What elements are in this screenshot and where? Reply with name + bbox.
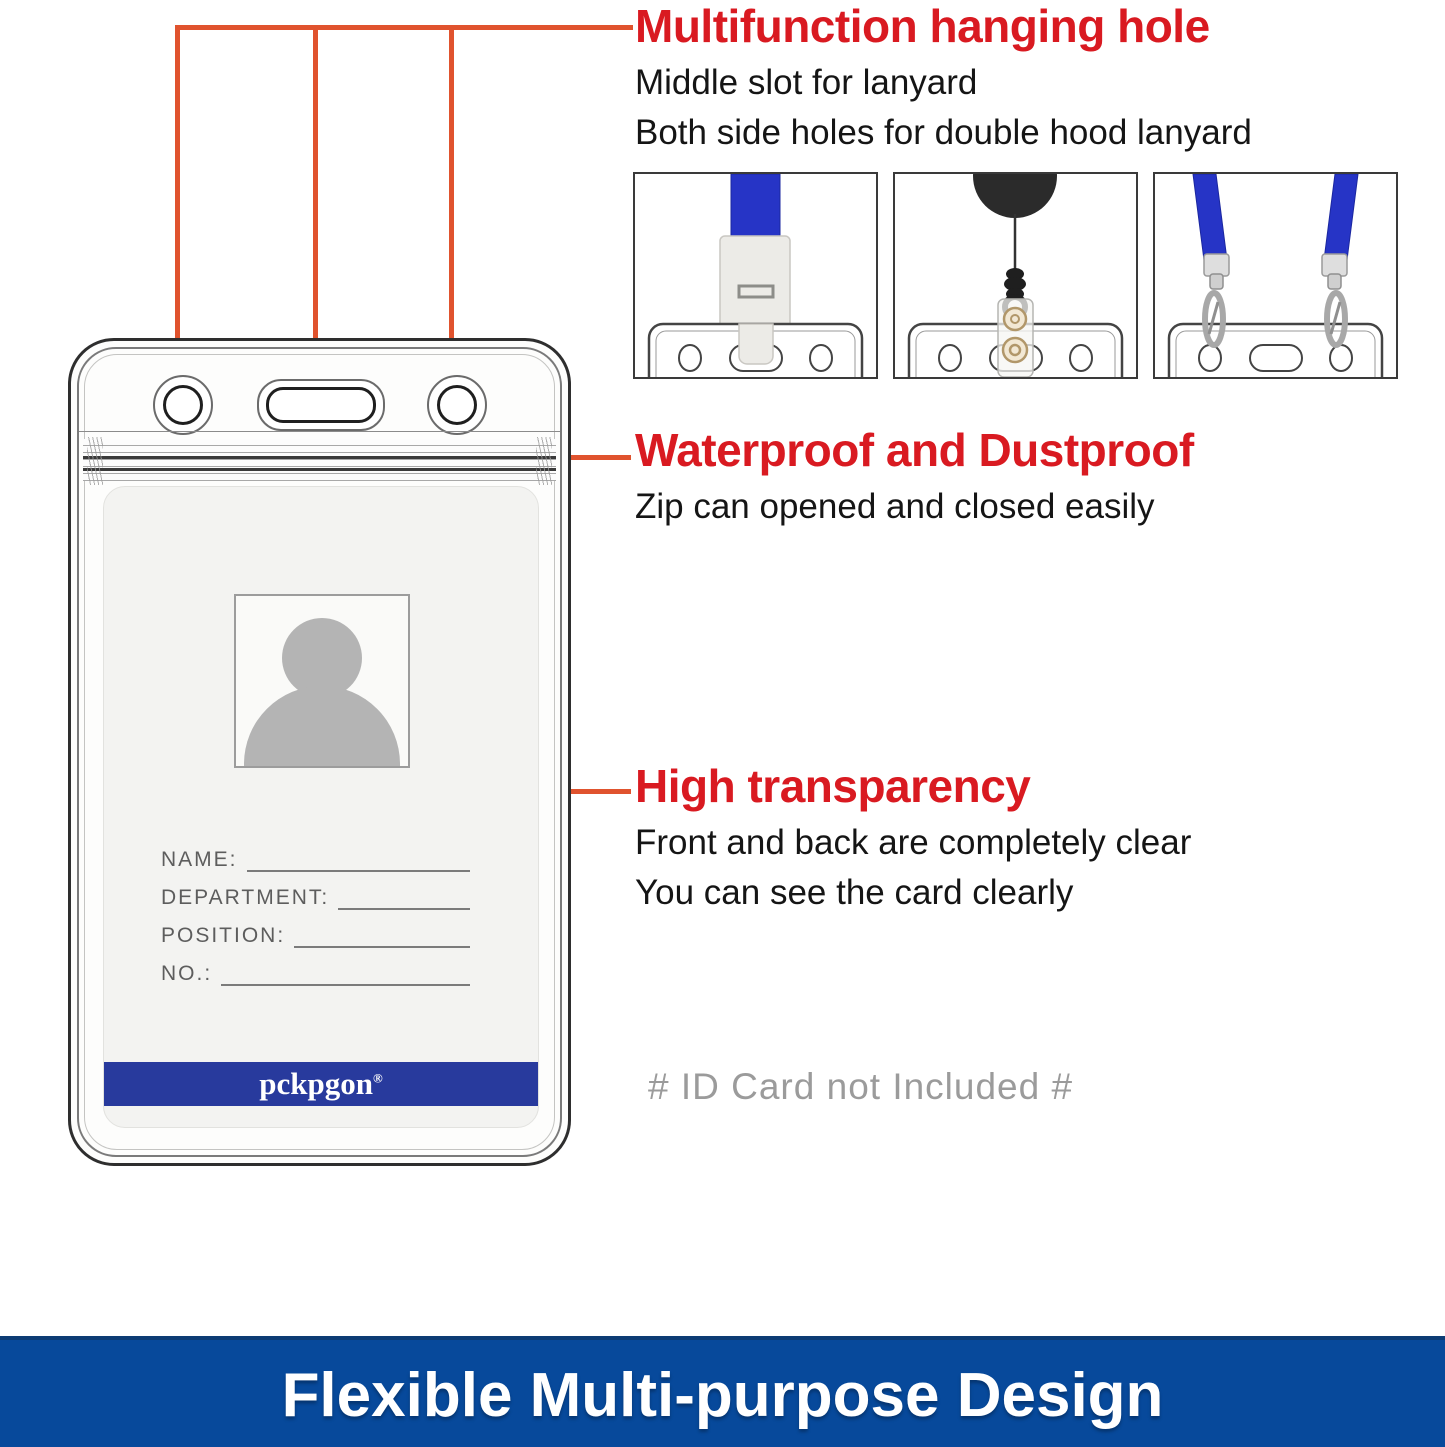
- badge-holder-illustration: [68, 338, 571, 1166]
- badge-reel-illustration: [895, 174, 1136, 377]
- field-row-position: [161, 921, 470, 948]
- field-row-name: [161, 845, 470, 872]
- callout-hanging-hole: [635, 0, 1252, 158]
- id-card-not-included-note: # ID Card not Included #: [648, 1066, 1074, 1107]
- left-hanging-hole-rim: [163, 385, 203, 425]
- zip-crinkle-left: [87, 437, 103, 485]
- right-hanging-hole-rim: [437, 385, 477, 425]
- callout-waterproof: [635, 424, 1194, 532]
- zip-seal: [83, 439, 556, 481]
- hanging-hole-title: Multifunction hanging hole: [635, 0, 1210, 52]
- photo-badge-reel: [893, 172, 1138, 379]
- bottom-banner: [0, 1336, 1445, 1447]
- field-row-no: [161, 959, 470, 986]
- usage-photos-row: [633, 172, 1398, 379]
- id-card: [103, 486, 539, 1128]
- field-label-no: NO.:: [161, 962, 213, 985]
- field-label-name: NAME:: [161, 848, 238, 871]
- middle-lanyard-slot-rim: [266, 387, 376, 423]
- field-label-department: DEPARTMENT:: [161, 886, 330, 909]
- transparency-title: High transparency: [635, 760, 1031, 812]
- field-row-department: [161, 883, 470, 910]
- photo-middle-slot-lanyard: [633, 172, 878, 379]
- callout-line-top-horizontal: [175, 25, 633, 30]
- registered-mark: ®: [373, 1070, 383, 1086]
- lanyard-clip-illustration: [635, 174, 876, 377]
- brand-stripe: [104, 1062, 538, 1106]
- banner-title: Flexible Multi-purpose Design: [281, 1361, 1164, 1430]
- callout-transparency: [635, 760, 1191, 918]
- field-line-position: [294, 926, 470, 948]
- left-hanging-hole: [153, 375, 213, 435]
- transparency-line1: Front and back are completely clear: [635, 823, 1192, 862]
- person-silhouette-shoulders: [244, 686, 400, 766]
- brand-logo: pckpgon®: [259, 1066, 383, 1101]
- waterproof-title: Waterproof and Dustproof: [635, 424, 1194, 476]
- field-label-position: POSITION:: [161, 924, 286, 947]
- hanging-hole-line2: Both side holes for double hood lanyard: [635, 113, 1252, 152]
- photo-placeholder: [234, 594, 410, 768]
- waterproof-line1: Zip can opened and closed easily: [635, 487, 1155, 526]
- field-line-name: [247, 850, 470, 872]
- transparency-line2: You can see the card clearly: [635, 873, 1074, 912]
- middle-lanyard-slot: [257, 379, 385, 431]
- field-line-department: [338, 888, 470, 910]
- zip-seal-track: [83, 456, 556, 471]
- field-line-no: [221, 964, 470, 986]
- zip-crinkle-right: [536, 437, 552, 485]
- fold-line: [79, 431, 560, 432]
- hanging-hole-line1: Middle slot for lanyard: [635, 63, 978, 102]
- id-card-fields: [161, 845, 470, 997]
- double-hook-illustration: [1155, 174, 1396, 377]
- photo-double-hook-lanyard: [1153, 172, 1398, 379]
- right-hanging-hole: [427, 375, 487, 435]
